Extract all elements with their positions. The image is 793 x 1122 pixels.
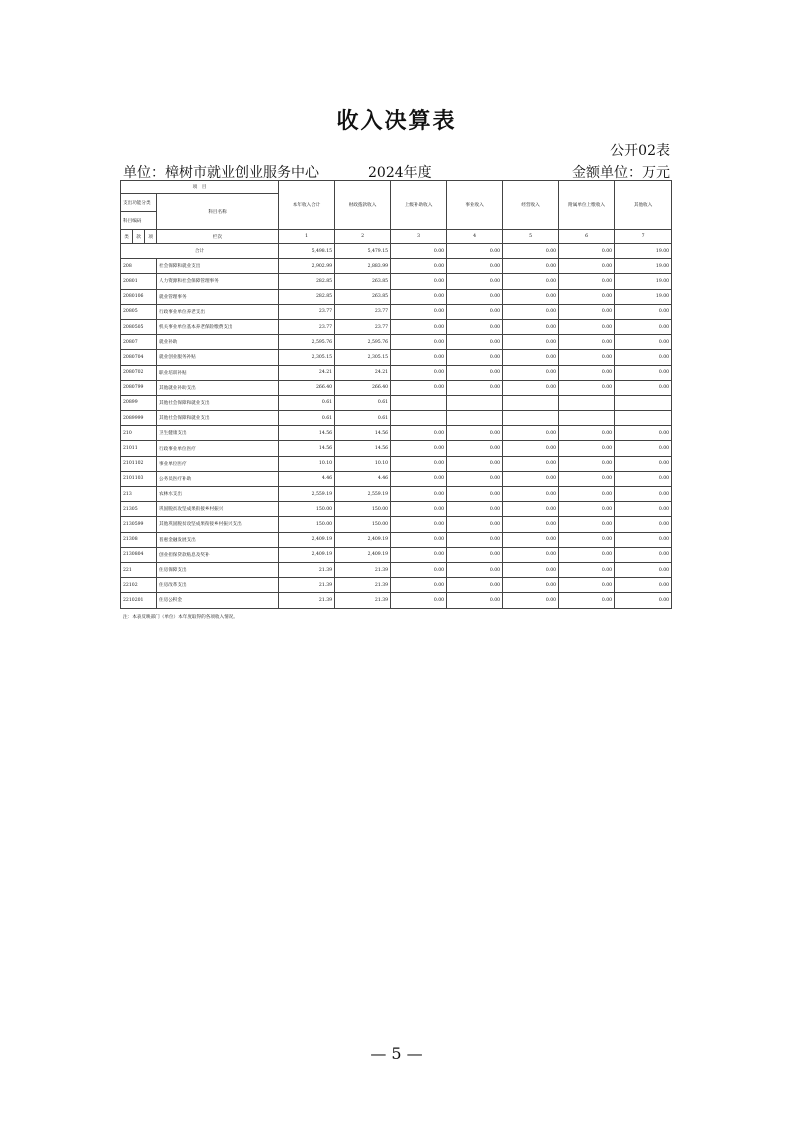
amount-cell: 0.00	[615, 426, 672, 441]
amount-cell: 0.00	[391, 578, 447, 593]
amount-cell: 0.00	[447, 502, 503, 517]
amount-cell: 0.00	[615, 350, 672, 365]
col-header: 上级补助收入	[391, 181, 447, 230]
subject-name: 普惠金融发展支出	[157, 532, 279, 547]
amount-cell: 21.39	[279, 578, 335, 593]
header-subject-name: 科目名称	[157, 194, 279, 230]
amount-cell: 266.40	[279, 380, 335, 395]
amount-cell: 19.00	[615, 274, 672, 289]
subject-code: 2101103	[121, 471, 157, 486]
table-row	[121, 502, 672, 517]
amount-cell: 2,595.76	[335, 335, 391, 350]
amount-cell: 0.00	[559, 593, 615, 608]
amount-cell: 0.00	[503, 335, 559, 350]
table-row	[121, 487, 672, 502]
table-row	[121, 547, 672, 562]
amount-cell: 0.00	[391, 456, 447, 471]
amount-cell: 0.00	[559, 304, 615, 319]
subject-name: 职业培训补贴	[157, 365, 279, 380]
amount-cell: 2,409.19	[335, 547, 391, 562]
amount-cell: 0.00	[447, 456, 503, 471]
amount-cell: 0.00	[503, 365, 559, 380]
amount-cell	[447, 411, 503, 426]
header-item: 项 目	[121, 181, 279, 194]
amount-cell: 0.00	[559, 456, 615, 471]
amount-cell: 0.00	[615, 517, 672, 532]
amount-cell: 0.00	[503, 441, 559, 456]
subject-code: 2080704	[121, 350, 157, 365]
amount-cell: 0.00	[391, 502, 447, 517]
subject-code: 213	[121, 487, 157, 502]
amount-cell: 23.77	[335, 304, 391, 319]
col-header: 事业收入	[447, 181, 503, 230]
amount-cell: 150.00	[335, 517, 391, 532]
subject-name: 行政事业单位养老支出	[157, 304, 279, 319]
subject-code: 22102	[121, 578, 157, 593]
table-row	[121, 411, 672, 426]
subject-name: 其他社会保障和就业支出	[157, 411, 279, 426]
amount-cell: 0.00	[391, 547, 447, 562]
amount-cell: 0.00	[615, 532, 672, 547]
amount-cell: 19.00	[615, 259, 672, 274]
amount-cell: 0.00	[503, 562, 559, 577]
amount-cell: 0.00	[503, 319, 559, 334]
table-row	[121, 578, 672, 593]
amount-cell: 23.77	[279, 319, 335, 334]
amount-cell: 0.00	[503, 532, 559, 547]
amount-cell: 282.85	[279, 274, 335, 289]
table-row	[121, 380, 672, 395]
amount-cell: 0.00	[615, 380, 672, 395]
amount-cell: 0.00	[559, 471, 615, 486]
table-row	[121, 304, 672, 319]
amount-cell: 0.00	[615, 456, 672, 471]
subject-name: 住房公积金	[157, 593, 279, 608]
amount-cell: 0.00	[447, 517, 503, 532]
amount-cell: 0.00	[559, 441, 615, 456]
amount-cell: 0.00	[391, 274, 447, 289]
total-value: 0.00	[391, 244, 447, 259]
col-header: 其他收入	[615, 181, 672, 230]
amount-cell: 0.00	[447, 274, 503, 289]
amount-cell: 0.00	[447, 319, 503, 334]
amount-cell: 0.00	[559, 487, 615, 502]
header-lei: 类	[121, 230, 133, 244]
table-row	[121, 441, 672, 456]
subject-name: 人力资源和社会保障管理事务	[157, 274, 279, 289]
amount-cell: 21.39	[335, 593, 391, 608]
amount-cell: 150.00	[279, 502, 335, 517]
amount-cell: 0.00	[391, 380, 447, 395]
total-value: 5,498.15	[279, 244, 335, 259]
amount-cell: 0.00	[503, 259, 559, 274]
amount-cell: 0.00	[503, 547, 559, 562]
subject-name: 创业担保贷款贴息及奖补	[157, 547, 279, 562]
table-row	[121, 335, 672, 350]
table-row	[121, 593, 672, 608]
subject-code: 221	[121, 562, 157, 577]
amount-cell: 0.00	[503, 380, 559, 395]
amount-cell: 0.00	[559, 319, 615, 334]
amount-cell: 0.00	[559, 335, 615, 350]
amount-cell: 0.00	[447, 562, 503, 577]
amount-cell: 0.00	[391, 319, 447, 334]
amount-cell: 2,305.15	[279, 350, 335, 365]
header-xiang: 项	[145, 230, 157, 244]
amount-cell	[615, 411, 672, 426]
amount-cell: 282.85	[279, 289, 335, 304]
amount-cell: 0.00	[503, 471, 559, 486]
amount-cell: 0.00	[447, 532, 503, 547]
amount-cell: 21.39	[335, 562, 391, 577]
table-row	[121, 365, 672, 380]
amount-cell: 0.00	[447, 578, 503, 593]
amount-cell: 10.10	[279, 456, 335, 471]
subject-name: 其他社会保障和就业支出	[157, 395, 279, 410]
table-row	[121, 517, 672, 532]
amount-cell	[503, 411, 559, 426]
amount-cell: 0.00	[447, 426, 503, 441]
subject-name: 其他就业补助支出	[157, 380, 279, 395]
amount-cell: 21.39	[279, 562, 335, 577]
table-row	[121, 319, 672, 334]
amount-cell: 0.00	[615, 547, 672, 562]
amount-cell: 0.00	[447, 441, 503, 456]
amount-cell: 0.00	[503, 578, 559, 593]
amount-cell: 0.00	[447, 380, 503, 395]
subject-name: 公务员医疗补助	[157, 471, 279, 486]
subject-name: 住房改革支出	[157, 578, 279, 593]
amount-cell: 14.56	[335, 426, 391, 441]
income-table	[120, 180, 672, 609]
amount-cell: 0.00	[559, 562, 615, 577]
amount-cell	[615, 395, 672, 410]
amount-cell: 24.21	[279, 365, 335, 380]
subject-code: 2130599	[121, 517, 157, 532]
subject-name: 卫生健康支出	[157, 426, 279, 441]
subject-code: 2080106	[121, 289, 157, 304]
subject-name: 就业创业服务补贴	[157, 350, 279, 365]
col-number: 5	[503, 230, 559, 244]
amount-cell: 0.00	[559, 259, 615, 274]
total-value: 5,479.15	[335, 244, 391, 259]
header-func-class: 支出功能分类	[121, 194, 157, 212]
amount-cell: 0.00	[559, 289, 615, 304]
amount-cell: 0.00	[615, 593, 672, 608]
amount-cell	[559, 395, 615, 410]
subject-name: 行政事业单位医疗	[157, 441, 279, 456]
amount-cell: 0.00	[503, 274, 559, 289]
subject-code: 208	[121, 259, 157, 274]
subject-code: 2130804	[121, 547, 157, 562]
amount-cell: 23.77	[279, 304, 335, 319]
amount-cell: 0.00	[615, 441, 672, 456]
subject-code: 2101102	[121, 456, 157, 471]
unit-name: 单位：樟树市就业创业服务中心	[123, 165, 319, 181]
amount-cell: 0.00	[559, 365, 615, 380]
amount-cell: 0.00	[391, 289, 447, 304]
form-code: 公开02表	[610, 143, 670, 159]
amount-cell	[503, 395, 559, 410]
amount-cell: 0.00	[503, 487, 559, 502]
amount-cell: 2,409.19	[279, 547, 335, 562]
table-row	[121, 259, 672, 274]
amount-cell: 0.00	[447, 304, 503, 319]
amount-cell: 0.00	[391, 471, 447, 486]
table-row	[121, 532, 672, 547]
amount-cell: 0.61	[335, 411, 391, 426]
amount-cell: 2,409.19	[279, 532, 335, 547]
subject-code: 2080702	[121, 365, 157, 380]
col-number: 1	[279, 230, 335, 244]
amount-cell	[447, 395, 503, 410]
amount-cell: 0.00	[559, 426, 615, 441]
amount-cell: 0.00	[391, 562, 447, 577]
amount-cell: 0.00	[391, 487, 447, 502]
col-header: 财政拨款收入	[335, 181, 391, 230]
amount-cell: 0.00	[615, 304, 672, 319]
subject-code: 2080505	[121, 319, 157, 334]
amount-cell: 0.00	[503, 350, 559, 365]
amount-cell: 2,902.99	[279, 259, 335, 274]
amount-cell: 0.00	[391, 532, 447, 547]
amount-cell: 4.46	[335, 471, 391, 486]
subject-code: 20805	[121, 304, 157, 319]
amount-cell: 0.00	[559, 578, 615, 593]
amount-cell: 0.00	[559, 350, 615, 365]
table-row	[121, 562, 672, 577]
subject-name: 农林水支出	[157, 487, 279, 502]
total-value: 0.00	[559, 244, 615, 259]
amount-cell: 0.00	[447, 593, 503, 608]
subject-name: 社会保障和就业支出	[157, 259, 279, 274]
amount-cell: 0.61	[335, 395, 391, 410]
amount-cell: 21.39	[279, 593, 335, 608]
total-value: 0.00	[503, 244, 559, 259]
amount-cell: 0.00	[447, 547, 503, 562]
col-number: 6	[559, 230, 615, 244]
table-row	[121, 289, 672, 304]
page-number: — 5 —	[370, 1044, 423, 1063]
amount-cell	[391, 411, 447, 426]
amount-cell: 0.00	[503, 456, 559, 471]
table-note: 注：本表反映部门（单位）本年度取得的各项收入情况。	[123, 615, 238, 620]
subject-code: 21011	[121, 441, 157, 456]
amount-cell: 0.00	[503, 517, 559, 532]
subject-name: 机关事业单位基本养老保险缴费支出	[157, 319, 279, 334]
amount-cell: 0.00	[503, 304, 559, 319]
amount-cell: 0.00	[447, 487, 503, 502]
amount-cell: 0.00	[391, 441, 447, 456]
subject-code: 20807	[121, 335, 157, 350]
unit-line	[123, 162, 670, 180]
amount-cell: 2,305.15	[335, 350, 391, 365]
total-row	[121, 244, 672, 259]
amount-cell: 14.56	[279, 441, 335, 456]
amount-cell: 0.00	[559, 274, 615, 289]
amount-cell: 0.00	[391, 426, 447, 441]
subject-name: 就业补助	[157, 335, 279, 350]
amount-cell	[559, 411, 615, 426]
amount-cell: 4.46	[279, 471, 335, 486]
amount-cell: 0.00	[615, 487, 672, 502]
amount-cell: 0.00	[503, 593, 559, 608]
total-label: 合计	[121, 244, 279, 259]
table-row	[121, 456, 672, 471]
amount-cell: 0.61	[279, 395, 335, 410]
amount-cell: 0.00	[391, 350, 447, 365]
amount-cell: 263.85	[335, 274, 391, 289]
amount-cell: 0.00	[447, 259, 503, 274]
amount-cell	[391, 395, 447, 410]
amount-cell: 0.00	[615, 562, 672, 577]
page-title: 收入决算表	[336, 109, 457, 134]
amount-cell: 0.00	[391, 365, 447, 380]
amount-cell: 0.00	[559, 517, 615, 532]
amount-cell: 0.00	[559, 380, 615, 395]
amount-cell: 150.00	[335, 502, 391, 517]
subject-name: 事业单位医疗	[157, 456, 279, 471]
amount-cell: 0.00	[615, 578, 672, 593]
amount-cell: 0.00	[503, 502, 559, 517]
amount-cell: 0.00	[447, 289, 503, 304]
amount-cell: 0.00	[447, 365, 503, 380]
subject-code: 20899	[121, 395, 157, 410]
subject-code: 21305	[121, 502, 157, 517]
amount-cell: 24.21	[335, 365, 391, 380]
amount-cell: 0.00	[391, 593, 447, 608]
fiscal-year: 2024年度	[368, 165, 432, 181]
amount-cell: 23.77	[335, 319, 391, 334]
amount-cell: 0.61	[279, 411, 335, 426]
header-subject-code: 科目编码	[121, 212, 157, 230]
subject-code: 20801	[121, 274, 157, 289]
table-row	[121, 471, 672, 486]
subject-name: 巩固脱贫攻坚成果衔接乡村振兴	[157, 502, 279, 517]
col-header: 附属单位上缴收入	[559, 181, 615, 230]
amount-cell: 2,595.76	[279, 335, 335, 350]
subject-code: 2210201	[121, 593, 157, 608]
amount-cell: 0.00	[615, 365, 672, 380]
amount-cell: 10.10	[335, 456, 391, 471]
money-unit: 金额单位：万元	[572, 165, 670, 181]
amount-cell: 2,559.19	[335, 487, 391, 502]
col-header: 经营收入	[503, 181, 559, 230]
amount-cell: 14.56	[279, 426, 335, 441]
subject-code: 2080799	[121, 380, 157, 395]
total-value: 19.00	[615, 244, 672, 259]
table-row	[121, 395, 672, 410]
total-value: 0.00	[447, 244, 503, 259]
amount-cell: 2,559.19	[279, 487, 335, 502]
amount-cell: 21.39	[335, 578, 391, 593]
amount-cell: 0.00	[391, 259, 447, 274]
amount-cell: 0.00	[503, 289, 559, 304]
amount-cell: 0.00	[615, 319, 672, 334]
amount-cell: 0.00	[503, 426, 559, 441]
amount-cell: 263.85	[335, 289, 391, 304]
table-row	[121, 350, 672, 365]
amount-cell: 0.00	[615, 335, 672, 350]
amount-cell: 14.56	[335, 441, 391, 456]
amount-cell: 0.00	[615, 502, 672, 517]
subject-name: 其他巩固脱贫攻坚成果衔接乡村振兴支出	[157, 517, 279, 532]
subject-name: 住房保障支出	[157, 562, 279, 577]
amount-cell: 266.40	[335, 380, 391, 395]
subject-code: 210	[121, 426, 157, 441]
table-row	[121, 426, 672, 441]
amount-cell: 150.00	[279, 517, 335, 532]
header-kuan: 款	[133, 230, 145, 244]
amount-cell: 0.00	[447, 335, 503, 350]
amount-cell: 0.00	[559, 547, 615, 562]
header-line-no: 栏次	[157, 230, 279, 244]
table-row	[121, 274, 672, 289]
amount-cell: 0.00	[447, 471, 503, 486]
subject-code: 2089999	[121, 411, 157, 426]
amount-cell: 0.00	[391, 304, 447, 319]
subject-name: 就业管理事务	[157, 289, 279, 304]
col-number: 7	[615, 230, 672, 244]
col-header: 本年收入合计	[279, 181, 335, 230]
amount-cell: 0.00	[447, 350, 503, 365]
col-number: 2	[335, 230, 391, 244]
amount-cell: 0.00	[391, 517, 447, 532]
subject-code: 21308	[121, 532, 157, 547]
col-number: 3	[391, 230, 447, 244]
amount-cell: 2,883.99	[335, 259, 391, 274]
amount-cell: 2,409.19	[335, 532, 391, 547]
amount-cell: 0.00	[615, 471, 672, 486]
col-number: 4	[447, 230, 503, 244]
amount-cell: 0.00	[391, 335, 447, 350]
amount-cell: 0.00	[559, 502, 615, 517]
amount-cell: 19.00	[615, 289, 672, 304]
amount-cell: 0.00	[559, 532, 615, 547]
